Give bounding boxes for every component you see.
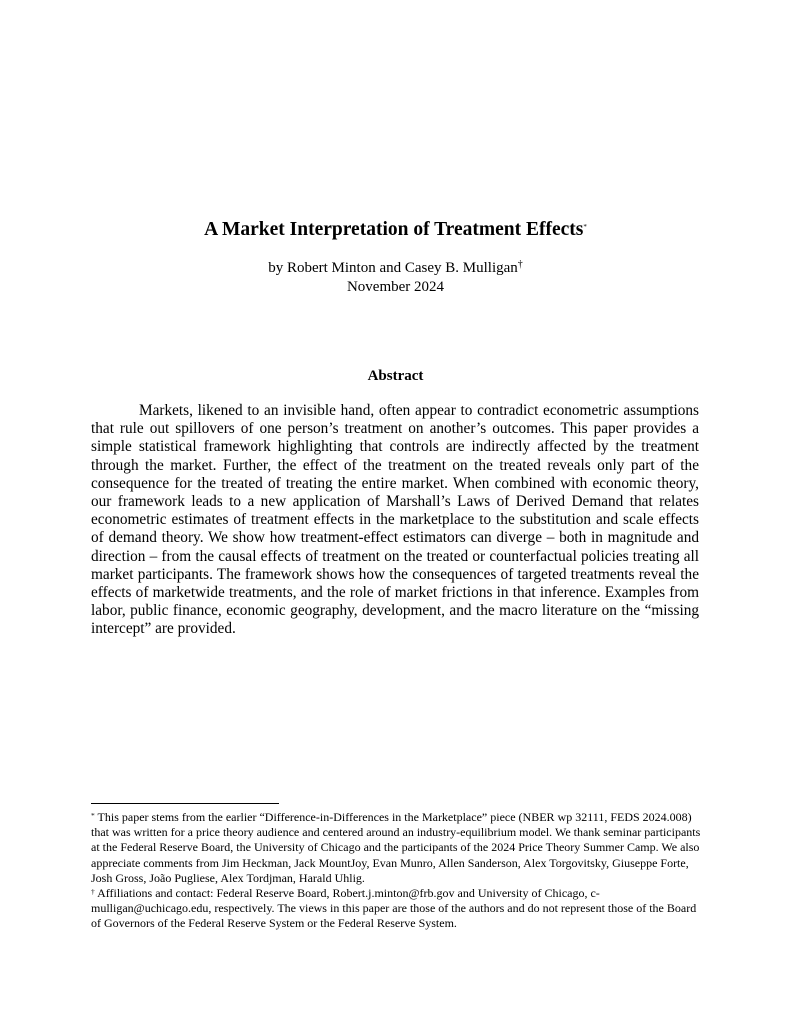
footnote-2 — [91, 886, 701, 932]
author-line — [0, 259, 791, 278]
footnotes — [91, 810, 701, 932]
abstract-body: Markets, likened to an invisible hand, often appear to contradict econometric assumptions that rule out spillovers of one person’s treatment on another’s outcomes. This paper provides a simple statistical framework highlighting that controls are indirectly affected by the treatment through the market. Further, the effect of the treatment on the treated reveals only part of the consequence for the treated of treating the entire market. When combined with economic theory, our framework leads to a new application of Marshall’s Laws of Derived Demand that relates econometric estimates of treatment effects in the marketplace to the substitution and scale effects of demand theory. We show how treatment-effect estimators can diverge – both in magnitude and direction – from the causal effects of treatment on the treated or counterfactual policies treating all market participants. The framework shows how the consequences of targeted treatments reveal the effects of marketwide treatments, and the role of market frictions in that inference. Examples from labor, public finance, economic geography, development, and the macro literature on the “missing intercept” are provided. — [91, 402, 699, 638]
footnote-1-text: This paper stems from the earlier “Difference-in-Differences in the Marketplace” piece (NBER wp 32111, FEDS 2024.008) that was written for a price theory audience and centered around an industry-equilibrium model. We thank seminar participants at the Federal Reserve Board, the University of Chicago and the participants of the 2024 Price Theory Summer Camp. We also appreciate comments from Jim Heckman, Jack MountJoy, Evan Munro, Allen Sanderson, Alex Torgovitsky, Giuseppe Forte, Josh Gross, João Pugliese, Alex Tordjman, Harald Uhlig. — [91, 810, 701, 885]
author-block — [0, 259, 791, 297]
footnote-1 — [91, 810, 701, 886]
author-footnote-marker: † — [517, 259, 523, 270]
footnote-2-text: Affiliations and contact: Federal Reserve Board, Robert.j.minton@frb.gov and University of Chicago, c-mulligan@uchicago.edu, respectively. The views in this paper are those of the authors and do not represent those of the Board of Governors of the Federal Reserve System or the Federal Reserve System. — [91, 886, 697, 931]
publication-date: November 2024 — [346, 279, 445, 295]
author-names: by Robert Minton and Casey B. Mulligan — [268, 260, 518, 276]
title-footnote-marker: * — [583, 223, 587, 231]
paper-title-text: A Market Interpretation of Treatment Effects — [204, 219, 584, 240]
footnote-2-marker: † — [91, 887, 95, 897]
paper-title — [0, 218, 791, 242]
footnote-1-marker: * — [91, 811, 95, 820]
abstract-heading: Abstract — [367, 368, 424, 384]
footnote-divider — [91, 803, 279, 804]
